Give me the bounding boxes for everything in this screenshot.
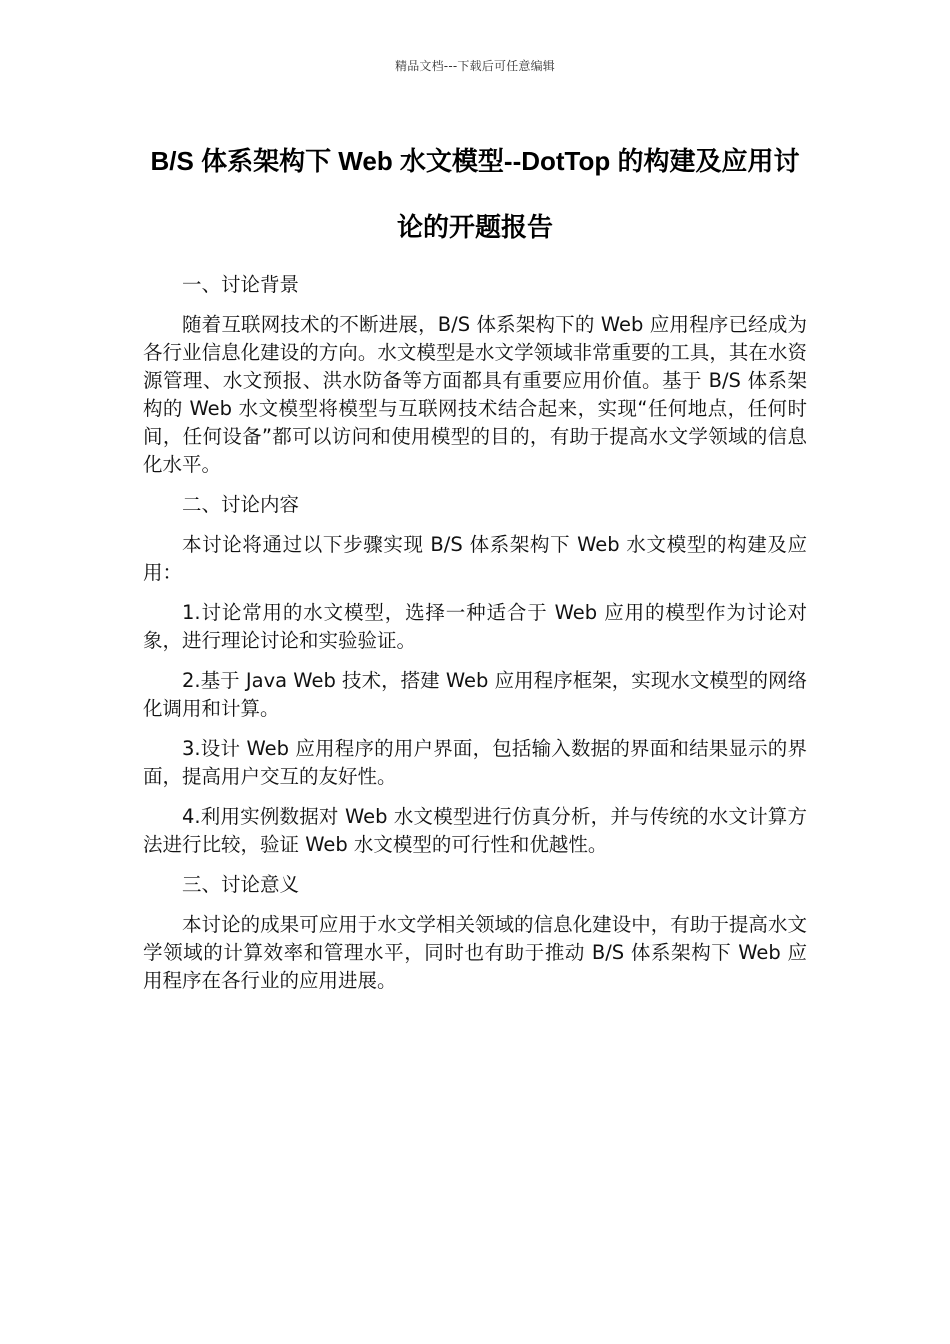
section-heading-content: 二、讨论内容 [182, 493, 300, 516]
list-item-step-3: 3.设计 Web 应用程序的用户界面，包括输入数据的界面和结果显示的界面，提高用户交互的友好性。 [143, 737, 807, 788]
paragraph-significance: 本讨论的成果可应用于水文学相关领域的信息化建设中，有助于提高水文学领域的计算效率和管理水平，同时也有助于推动 B/S 体系架构下 Web 应用程序在各行业的应用进展。 [143, 913, 807, 992]
document-body [143, 271, 807, 1007]
paragraph-background: 随着互联网技术的不断进展，B/S 体系架构下的 Web 应用程序已经成为各行业信息化建设的方向。水文模型是水文学领域非常重要的工具，其在水资源管理、水文预报、洪水防备等方面都具有重要应用价值。基于 B/S 体系架构的 Web 水文模型将模型与互联网技术结合起来，实现“任何地点，任何时间，任何设备”都可以访问和使用模型的目的，有助于提高水文学领域的信息化水平。 [143, 313, 807, 476]
paragraph-content-intro: 本讨论将通过以下步骤实现 B/S 体系架构下 Web 水文模型的构建及应用： [143, 533, 807, 584]
list-item-step-4: 4.利用实例数据对 Web 水文模型进行仿真分析，并与传统的水文计算方法进行比较，验证 Web 水文模型的可行性和优越性。 [143, 805, 807, 856]
header-note: 精品文档---下载后可任意编辑 [395, 59, 555, 73]
section-heading-significance: 三、讨论意义 [182, 873, 300, 896]
document-title: B/S 体系架构下 Web 水文模型--DotTop 的构建及应用讨论的开题报告 [150, 146, 800, 242]
list-item-step-1: 1.讨论常用的水文模型，选择一种适合于 Web 应用的模型作为讨论对象，进行理论讨论和实验验证。 [143, 601, 807, 652]
section-heading-background: 一、讨论背景 [182, 273, 300, 296]
list-item-step-2: 2.基于 Java Web 技术，搭建 Web 应用程序框架，实现水文模型的网络化调用和计算。 [143, 669, 807, 720]
